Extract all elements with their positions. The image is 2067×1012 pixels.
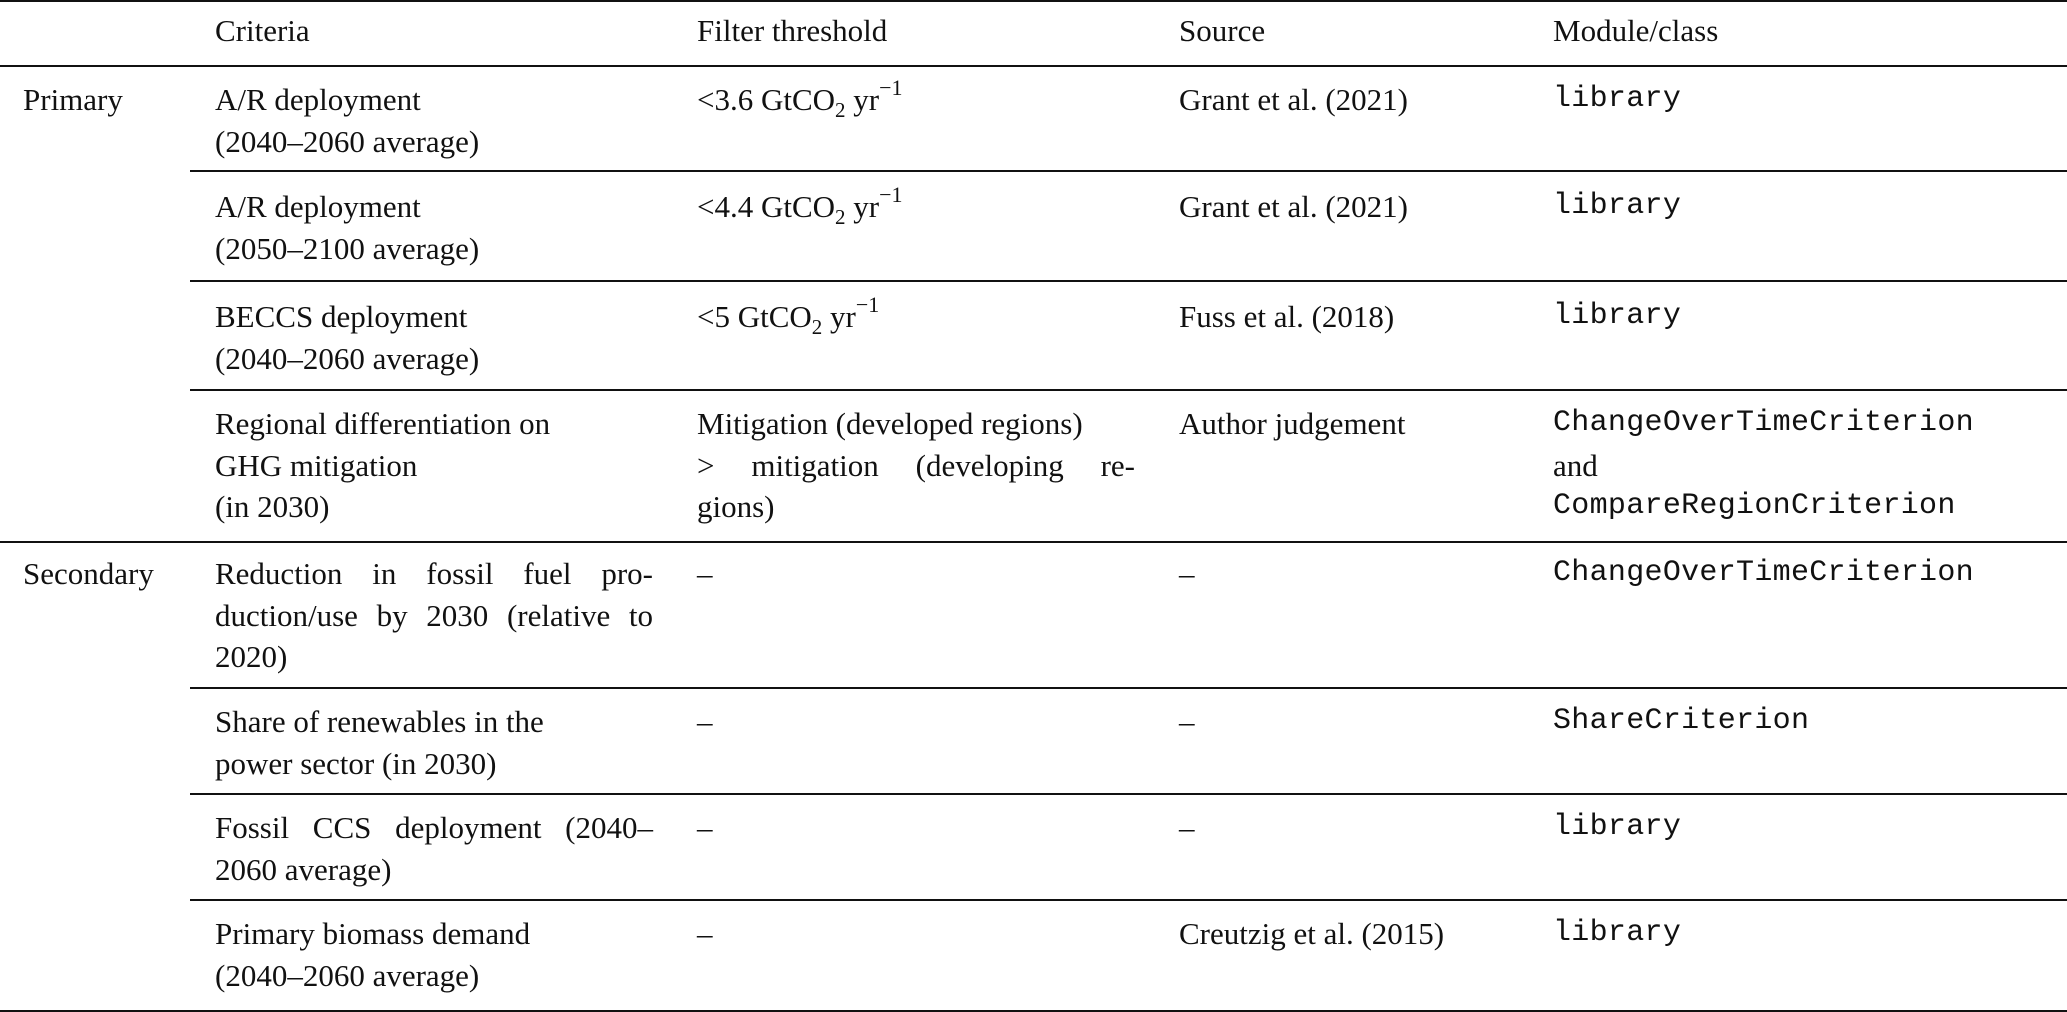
group-label-secondary: Secondary — [23, 556, 154, 591]
table-row-threshold: Mitigation (developed regions) > mitigation (developing re- gions) — [697, 406, 1135, 524]
top-rule — [0, 0, 2067, 2]
row-divider — [190, 899, 2067, 901]
table-row-threshold: <3.6 GtCO$_2$ $yr^{-1}$ — [697, 75, 903, 122]
table-row-module: ShareCriterion — [1553, 704, 1810, 738]
table-row-criteria: Reduction in fossil fuel pro- duction/use by 2030 (relative to 2020) — [215, 556, 653, 674]
table-row-source: – — [1179, 704, 1195, 739]
table-row-threshold: – — [697, 704, 713, 739]
table-row-module: library — [1553, 299, 1682, 333]
table-row-threshold: – — [697, 916, 713, 951]
table-row-threshold: – — [697, 810, 713, 845]
table-row-module: library — [1553, 189, 1682, 223]
group-label-primary: Primary — [23, 82, 123, 117]
table-row-module: ChangeOverTimeCriterion — [1553, 556, 1974, 590]
table-row-criteria: Share of renewables in the power sector (in 2030) — [215, 704, 544, 781]
row-divider — [190, 793, 2067, 795]
table-row-source: – — [1179, 810, 1195, 845]
table-row-source: Creutzig et al. (2015) — [1179, 916, 1445, 951]
header-criteria: Criteria — [215, 13, 310, 48]
row-divider — [190, 280, 2067, 282]
table-row-source: Fuss et al. (2018) — [1179, 299, 1395, 334]
row-divider — [190, 687, 2067, 689]
header-module-class: Module/class — [1553, 13, 1719, 48]
table-row-criteria: BECCS deployment (2040–2060 average) — [215, 299, 480, 376]
table-row-criteria: A/R deployment (2050–2100 average) — [215, 189, 480, 266]
table-row-criteria: Primary biomass demand (2040–2060 average) — [215, 916, 531, 993]
table-row-module: library — [1553, 916, 1682, 950]
table-row-threshold: <4.4 GtCO$_2$ $yr^{-1}$ — [697, 182, 903, 229]
table-row-module: library — [1553, 810, 1682, 844]
table-row-source: Grant et al. (2021) — [1179, 189, 1408, 224]
bottom-rule — [0, 1010, 2067, 1012]
table-row-criteria: A/R deployment (2040–2060 average) — [215, 82, 480, 159]
table-row-module: ChangeOverTimeCriterion and CompareRegionCriterion — [1553, 406, 1974, 523]
table-row-threshold: – — [697, 556, 713, 591]
header-filter-threshold: Filter threshold — [697, 13, 888, 48]
table-row-criteria: Fossil CCS deployment (2040– 2060 average) — [215, 810, 653, 887]
table-row-source: Author judgement — [1179, 406, 1406, 441]
header-source: Source — [1179, 13, 1266, 48]
row-divider — [190, 389, 2067, 391]
table-row-criteria: Regional differentiation on GHG mitigation (in 2030) — [215, 406, 551, 524]
table-row-source: – — [1179, 556, 1195, 591]
table-row-threshold: <5 GtCO$_2$ $yr^{-1}$ — [697, 292, 880, 339]
group-rule — [0, 541, 2067, 543]
header-rule — [0, 65, 2067, 67]
table-row-module: library — [1553, 82, 1682, 116]
row-divider — [190, 170, 2067, 172]
table-row-source: Grant et al. (2021) — [1179, 82, 1408, 117]
